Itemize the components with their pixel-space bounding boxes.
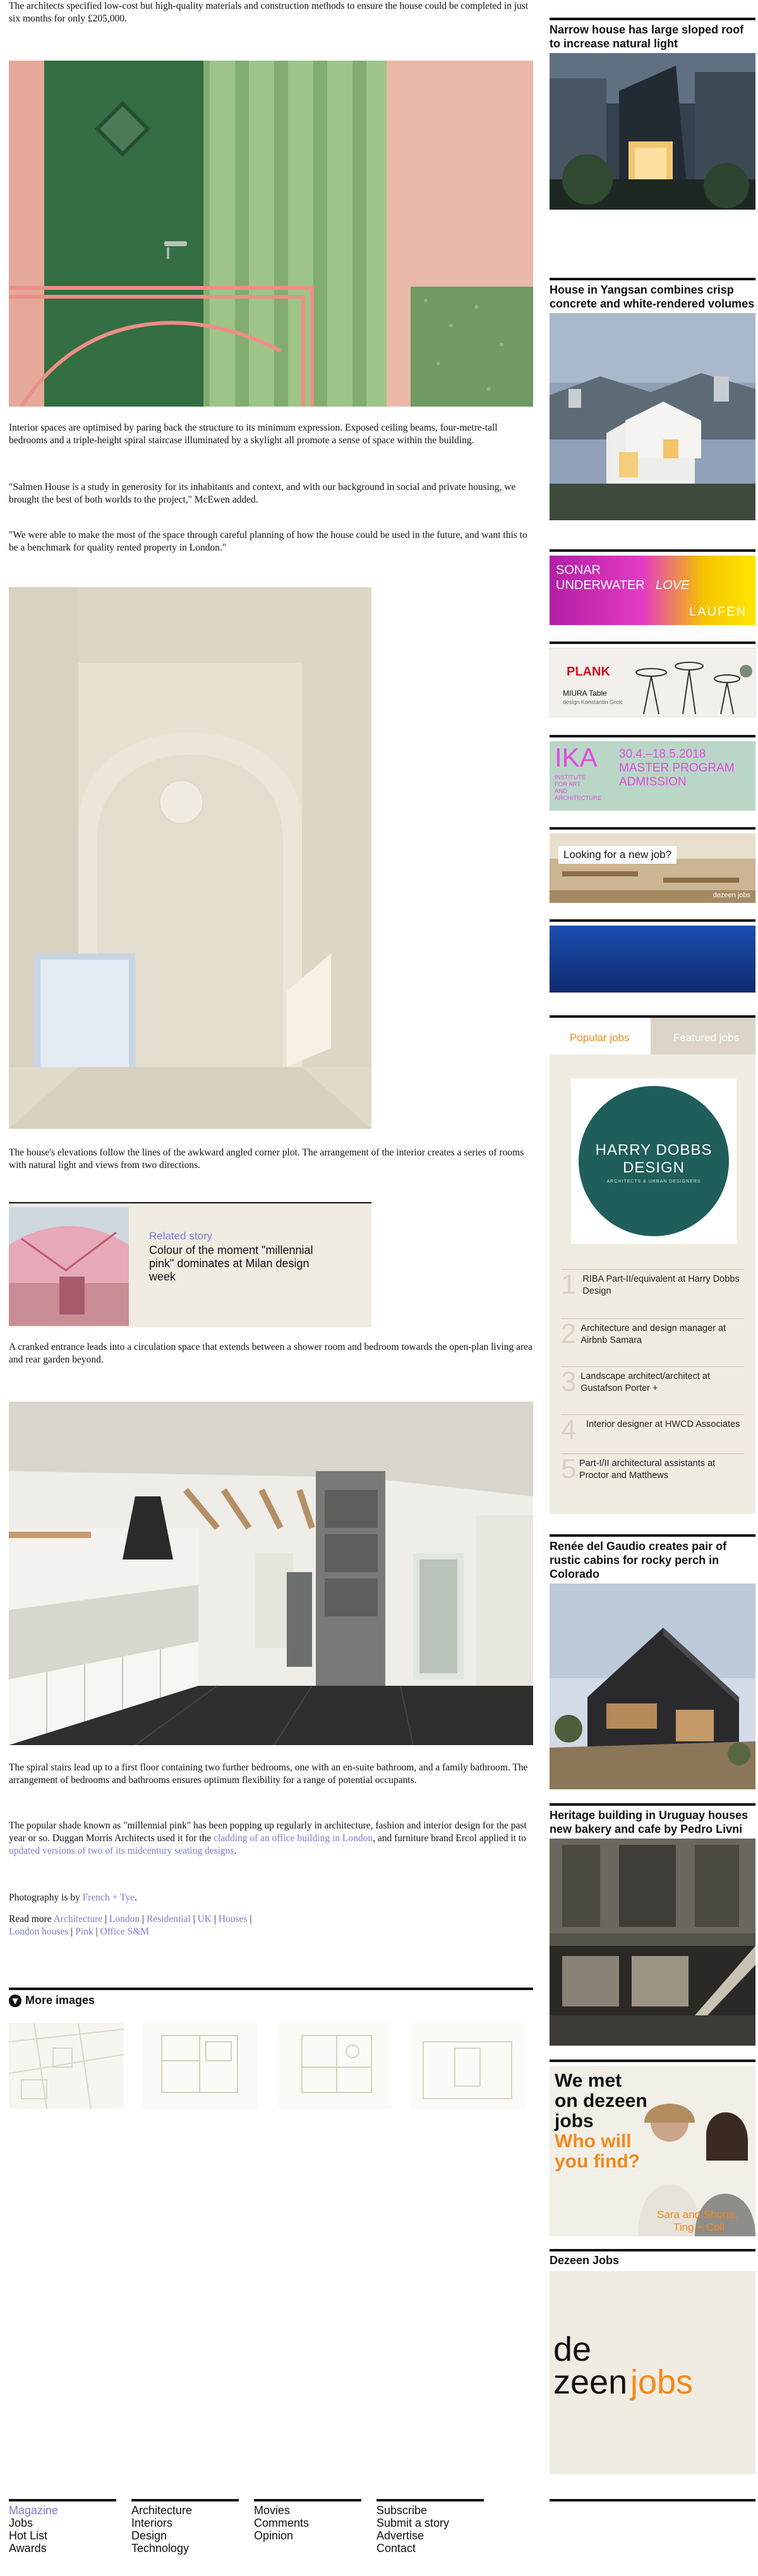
we-met-company: Ting + Coll [673,2221,725,2233]
tab-featured-jobs[interactable]: Featured jobs [651,1018,755,1054]
footer-column-4 [376,2499,484,2555]
tag-houses[interactable]: Houses [218,1914,248,1924]
narrow-house-photo-svg [550,53,755,210]
footer-link-subscribe[interactable]: Subscribe [376,2504,428,2517]
link-french-tye[interactable]: French + Tye [82,1892,135,1903]
sidebar-story-yangsan-house[interactable] [550,278,755,520]
footer-link-hot-list[interactable]: Hot List [9,2529,48,2542]
we-met-line-4: Who will [555,2131,632,2152]
related-story-thumbnail [9,1207,129,1326]
ad-blue-banner[interactable] [550,926,755,993]
job-title[interactable]: Landscape architect/architect at Gustafson Porter + [581,1371,711,1393]
article-pink-paragraph [9,1820,533,1857]
footer-link-awards[interactable]: Awards [9,2542,47,2555]
footer-link-interiors[interactable]: Interiors [131,2517,173,2529]
read-more-label: Read more [9,1914,54,1924]
we-met-line-2: on dezeen [555,2090,647,2111]
job-title[interactable]: Architecture and design manager at Airbnb Samara [581,1323,726,1345]
footer-link-comments[interactable]: Comments [254,2517,310,2529]
ad-ika-banner[interactable] [550,741,755,811]
logo-line-1: HARRY DOBBS [595,1142,713,1159]
job-title[interactable]: RIBA Part-II/equivalent at Harry Dobbs Design [582,1274,740,1296]
dezeen-jobs-logo-banner[interactable] [550,2271,755,2474]
job-number: 5 [561,1453,577,1484]
ad-laufen-brand: LAUFEN [689,605,747,619]
dezeen-logo-de: de [553,2330,592,2368]
chevron-down-icon: ▼ [9,1995,21,2007]
tag-london-houses[interactable]: London houses [9,1926,69,1937]
dezeen-jobs-section [550,2249,755,2474]
thumb-first-floor-plan[interactable] [277,2023,392,2109]
photo-white-interior-svg [9,587,371,1129]
thumb-ground-floor-plan-svg [143,2023,258,2109]
pink-text-2: , and furniture brand Ercol applied it to [373,1833,526,1844]
more-images-toggle[interactable] [9,1994,533,2007]
related-story-title[interactable]: Colour of the moment "millennial pink" dominates at Milan design week [149,1244,313,1283]
thumb-site-plan[interactable] [9,2023,124,2109]
we-met-line-5: you find? [555,2151,640,2172]
article-quote-2: "We were able to make the most of the space through careful planning of how the house could be used in the future, and want this to be a benchmark for quality rented property in London." [9,530,527,553]
photo-kitchen[interactable] [9,1402,533,1745]
thumb-ground-floor-plan[interactable] [143,2023,258,2109]
thumb-first-floor-plan-svg [277,2023,392,2109]
sidebar-story-title[interactable]: Heritage building in Uruguay houses new bakery and cafe by Pedro Livni [550,1809,749,1835]
job-item[interactable] [561,1269,744,1300]
tag-london[interactable]: London [109,1914,140,1924]
ad-plank-product: MIURA Table [563,689,607,698]
photo-credit-prefix: Photography is by [9,1892,83,1903]
footer-link-movies[interactable]: Movies [254,2504,291,2517]
logo-subtitle: ARCHITECTS & URBAN DESIGNERS [606,1179,701,1184]
job-item[interactable] [561,1318,744,1349]
we-met-names: Sara and Shona, [657,2209,738,2221]
ad-laufen-line-2: UNDERWATER [556,578,645,592]
uruguay-bakery-photo-svg [550,1839,755,2046]
footer-link-jobs[interactable]: Jobs [9,2517,33,2529]
ad-dezeen-jobs-looking[interactable] [550,827,755,903]
more-images-section [9,1988,533,2007]
tab-popular-jobs[interactable]: Popular jobs [550,1018,651,1054]
ad-jobs-banner[interactable] [550,833,755,903]
photo-kitchen-svg [9,1402,533,1745]
photography-credit [9,1892,533,1904]
footer-column-2 [131,2499,239,2555]
ad-we-met-on-dezeen-jobs[interactable] [550,2060,755,2236]
sidebar-story-colorado-cabins[interactable] [550,1534,755,1789]
job-item[interactable] [561,1414,744,1445]
job-title[interactable]: Part-I/II architectural assistants at Proctor and Matthews [579,1458,716,1481]
sidebar-story-title[interactable]: Narrow house has large sloped roof to increase natural light [550,23,744,50]
ad-plank-stools-svg [620,653,752,717]
job-number: 4 [561,1414,577,1445]
pink-text-1: The popular shade known as "millennial pink" has been popping up regularly in architecture, fashion and interior design for the past year or so. Duggan Morris Architects used it for the [9,1820,527,1844]
ad-ika-institute [555,774,601,802]
ad-ika-line-3: AND [555,788,568,795]
job-item[interactable] [561,1453,744,1484]
photo-credit-suffix: . [134,1892,137,1903]
footer-link-advertise[interactable]: Advertise [376,2529,424,2542]
article-quote-1: "Salmen House is a study in generosity for its inhabitants and context, and with our background in social and private housing, we brought the best of both worlds to the project," McEwen added. [9,482,516,505]
photo-white-interior[interactable] [9,587,371,1129]
ad-ika-title: IKA [555,742,598,772]
sidebar-story-image[interactable] [550,53,755,210]
job-number: 1 [561,1269,577,1300]
ad-jobs-brand: dezeen jobs [713,891,750,899]
ad-ika-admission: ADMISSION [619,775,687,789]
ad-laufen-banner[interactable] [550,556,755,625]
ad-plank-miura[interactable] [550,641,755,717]
related-story-thumbnail-svg [9,1207,129,1326]
harry-dobbs-logo[interactable] [571,1078,737,1244]
thumb-elevation-svg [411,2023,526,2109]
tag-office-sm[interactable]: Office S&M [100,1926,150,1937]
footer-link-opinion[interactable]: Opinion [254,2529,294,2542]
logo-line-2: DESIGN [622,1159,685,1176]
footer-link-contact[interactable]: Contact [376,2542,416,2555]
thumb-elevation[interactable] [411,2023,526,2109]
article-elevations-paragraph: The house's elevations follow the lines of the awkward angled corner plot. The arrangement of the interior creates a series of rooms with natural light and views from two directions. [9,1147,524,1171]
ad-plank-brand: PLANK [567,665,610,679]
ad-laufen-sonar[interactable] [550,549,755,625]
photo-green-door[interactable] [9,61,533,407]
popular-jobs-widget [550,1015,755,1514]
job-title[interactable]: Interior designer at HWCD Associates [586,1419,740,1429]
more-images-label: More images [25,1994,95,2007]
ad-jobs-headline: Looking for a new job? [558,846,677,864]
article-intro-paragraph: The architects specified low-cost but high-quality materials and construction methods to ensure the house could be completed in just six months for only £205,000. [9,1,529,24]
we-met-line-3: jobs [555,2111,594,2132]
job-number: 3 [561,1366,577,1397]
footer-link-design[interactable]: Design [131,2529,167,2542]
article-entrance-paragraph: A cranked entrance leads into a circulation space that extends between a shower room and bedroom towards the open-plan living area and rear garden beyond. [9,1342,532,1365]
dezeen-logo-jobs: jobs [630,2363,694,2401]
pink-text-3: . [234,1846,237,1856]
colorado-cabin-photo-svg [550,1583,755,1789]
article-interior-paragraph: Interior spaces are optimised by paring back the structure to its minimum expression. Exposed ceiling beams, four-metre-tall bedrooms and a triple-height spiral staircase illuminated by a skylight all promote a sense of space within the building. [9,422,498,446]
link-midcentury-seating[interactable]: updated versions of two of its midcentury seating designs [9,1846,234,1856]
yangsan-house-photo-svg [550,313,755,520]
footer-link-architecture[interactable]: Architecture [131,2504,193,2517]
sidebar-story-narrow-house[interactable] [550,18,755,210]
footer-link-submit-story[interactable]: Submit a story [376,2517,450,2529]
tag-residential[interactable]: Residential [147,1914,191,1924]
dezeen-jobs-title: Dezeen Jobs [550,2254,620,2267]
we-met-line-1: We met [555,2070,622,2091]
thumb-site-plan-svg [9,2023,124,2109]
sidebar-story-title[interactable]: Renée del Gaudio creates pair of rustic cabins for rocky perch in Colorado [550,1540,727,1580]
sidebar-story-title[interactable]: House in Yangsan combines crisp concrete and white-rendered volumes [550,283,755,310]
tag-architecture[interactable]: Architecture [53,1914,103,1924]
ad-plank-banner[interactable] [550,648,755,717]
related-story-kicker: Related story [149,1230,213,1242]
ad-ika-master[interactable] [550,735,755,811]
ad-laufen-line-1: SONAR [556,563,601,577]
read-more-tags: Read more Architecture | London | Residential | UK | Houses | London houses | Pink | Office S&M [9,1914,252,1937]
footer-right-rule [550,2499,755,2501]
tag-uk[interactable]: UK [197,1914,212,1924]
footer-column-3 [254,2499,361,2542]
ad-blue-gradient[interactable] [550,919,755,993]
link-office-cladding[interactable]: cladding of an office building in London [214,1833,373,1844]
ad-ika-line-1: INSTITUTE [555,774,586,781]
sidebar-story-uruguay-bakery[interactable] [550,1803,755,2046]
ad-ika-dates: 30.4.–18.5.2018 [619,748,706,761]
ad-ika-line-2: FOR ART [555,781,581,788]
ad-plank-subtitle: design Konstantin Grcic [563,699,623,705]
footer-link-magazine[interactable]: Magazine [9,2504,59,2517]
we-met-banner[interactable] [550,2066,755,2236]
job-number: 2 [561,1318,577,1349]
ad-laufen-line-3: LOVE [656,578,690,592]
sidebar-story-image[interactable] [550,313,755,520]
ad-ika-line-4: ARCHITECTURE [555,795,602,802]
ad-ika-program: MASTER PROGRAM [619,761,735,775]
footer-column-1 [9,2499,116,2555]
footer-link-technology[interactable]: Technology [131,2542,190,2555]
article-stairs-paragraph: The spiral stairs lead up to a first floor containing two further bedrooms, one with an en-suite bathroom, and a family bathroom. The arrangement of bedrooms and bathrooms ensures optimum flexibility for a range of potential occupants. [9,1762,528,1786]
tag-pink[interactable]: Pink [75,1926,93,1937]
sidebar-story-image[interactable] [550,1583,755,1789]
job-item[interactable] [561,1366,744,1397]
photo-green-door-svg [9,61,533,407]
sidebar-story-image[interactable] [550,1839,755,2046]
dezeen-logo-zeen: zeen [553,2363,628,2401]
related-story-card[interactable] [9,1202,371,1327]
